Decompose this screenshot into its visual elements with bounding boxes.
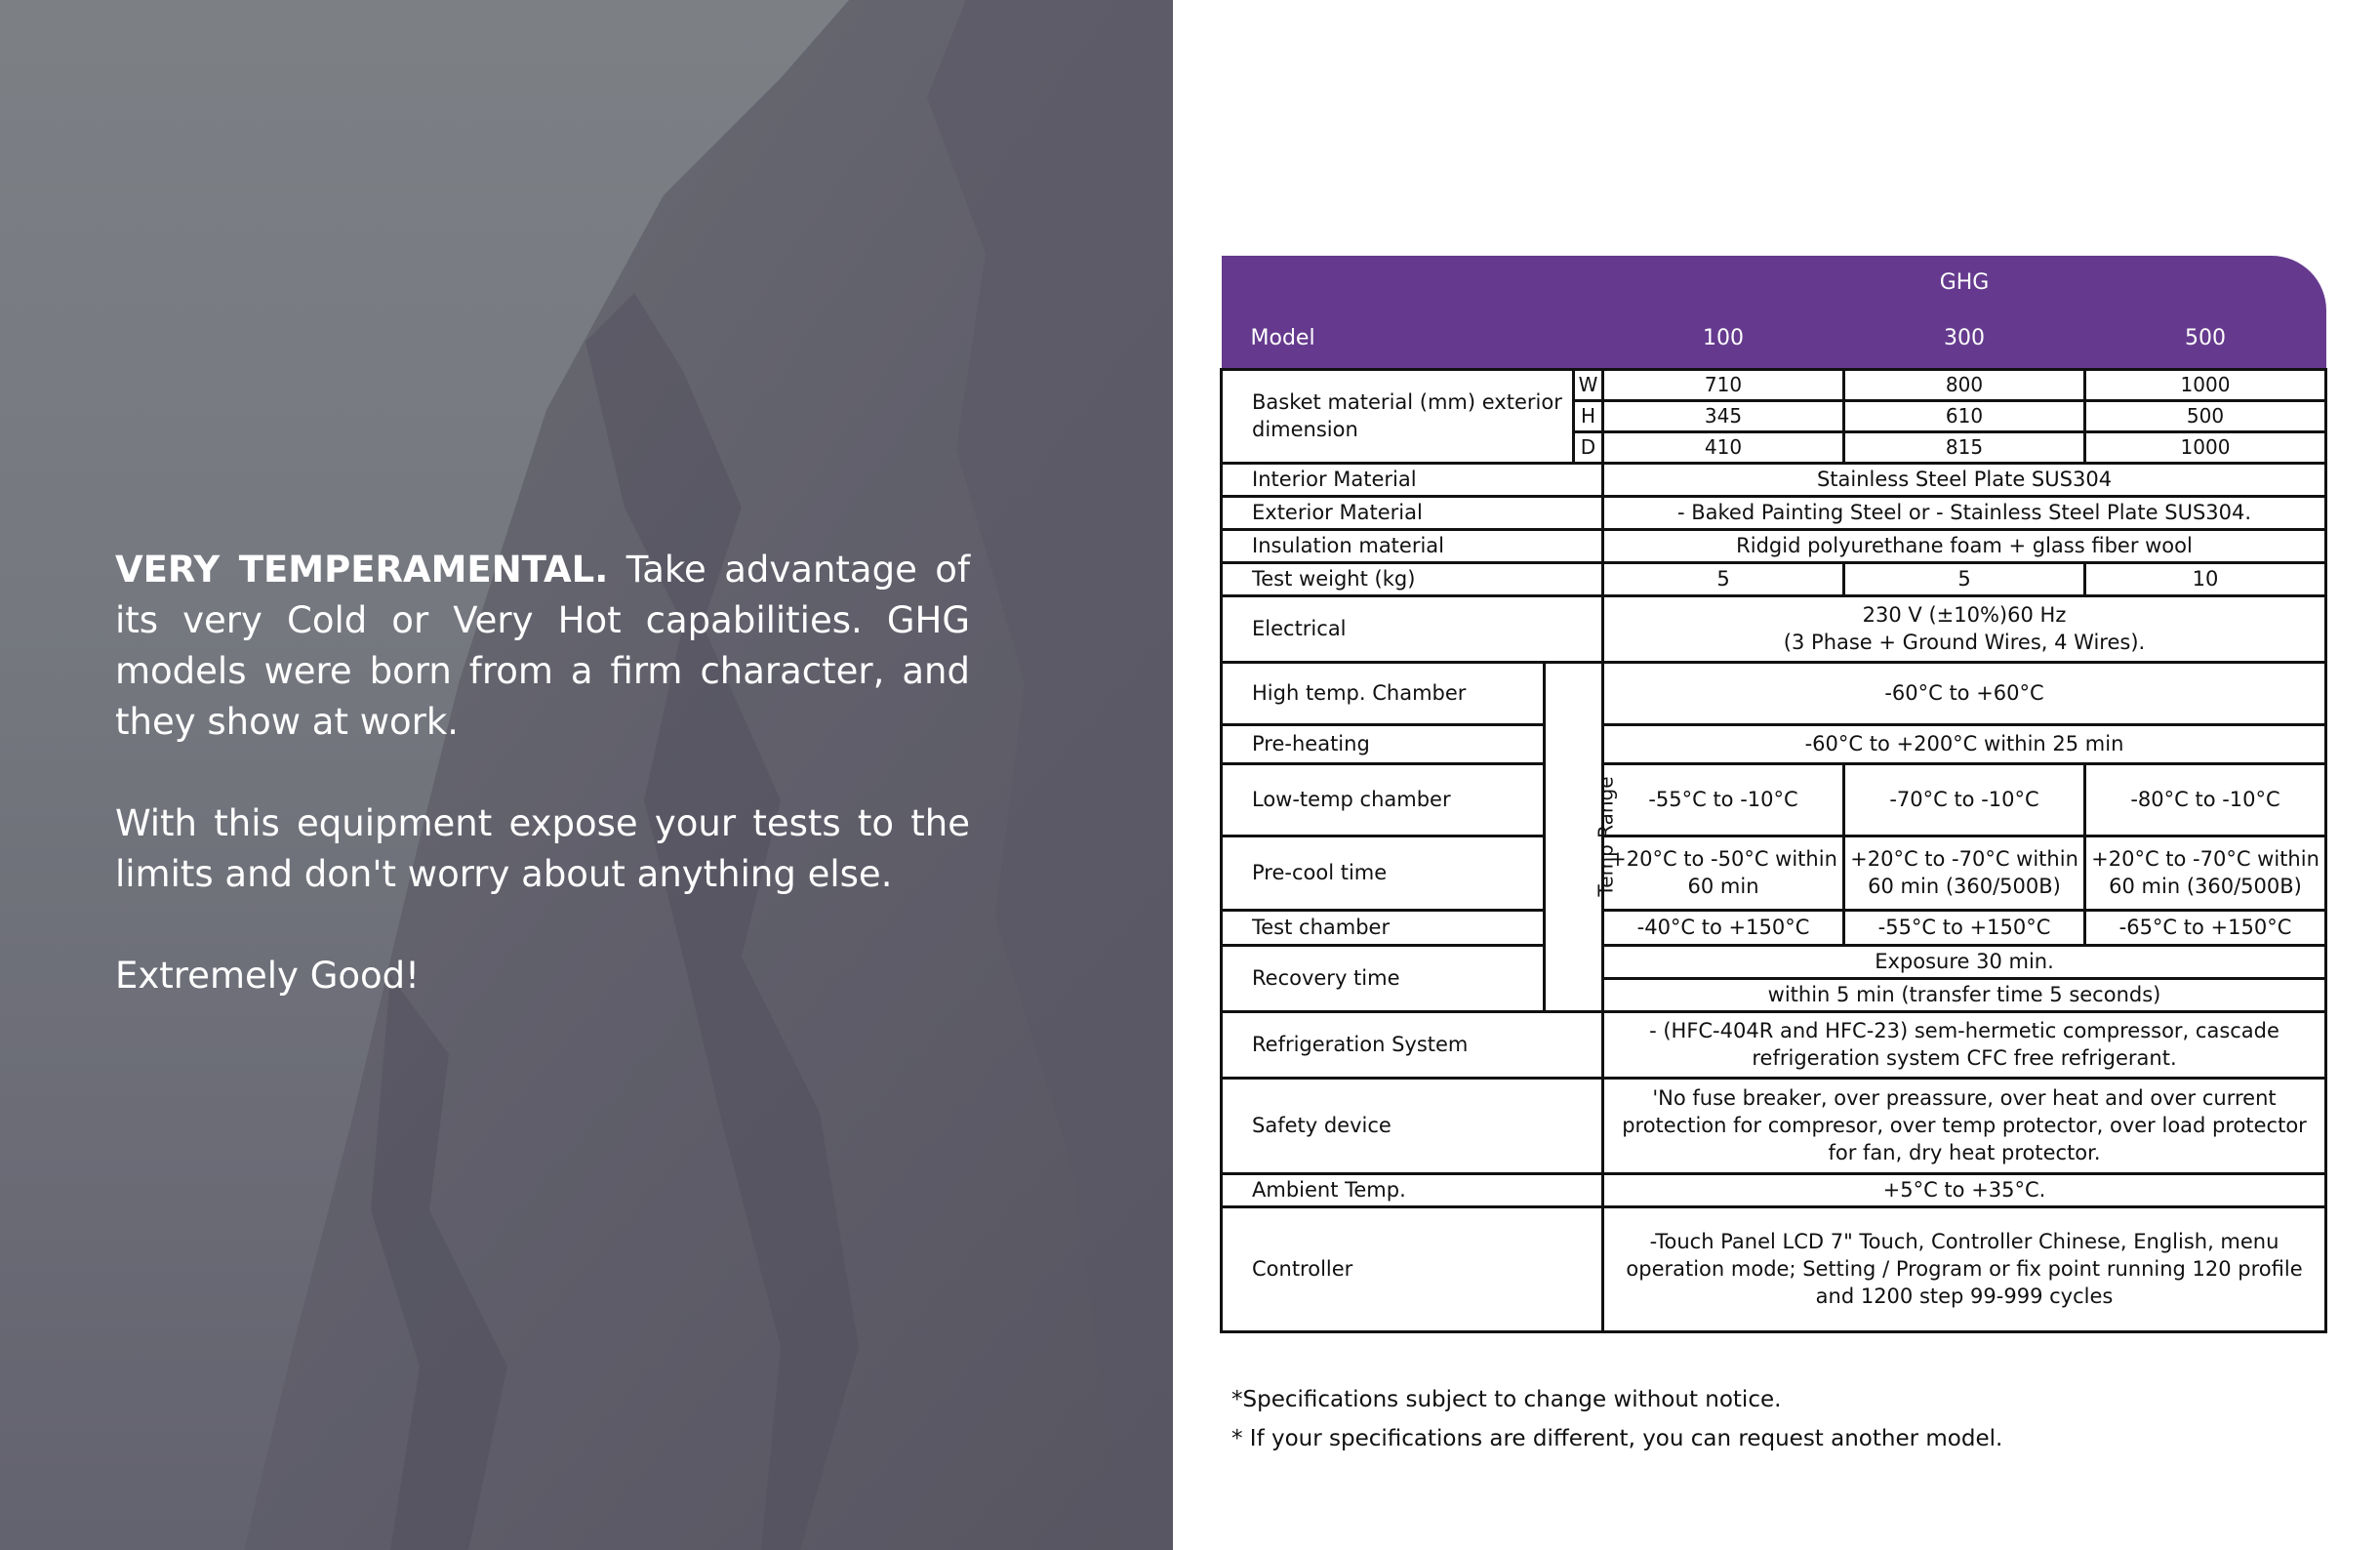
pre-cool-300: +20°C to -70°C within 60 min (360/500B) xyxy=(1844,836,2085,910)
footnote-1: *Specifications subject to change without notice. xyxy=(1231,1387,1782,1412)
recovery-line-1: Exposure 30 min. xyxy=(1603,945,2326,978)
safety-label: Safety device xyxy=(1222,1078,1603,1173)
model-100: 100 xyxy=(1603,310,1844,369)
electrical-row xyxy=(1222,595,2326,662)
refrigeration-value: - (HFC-404R and HFC-23) sem-hermetic compressor, cascade refrigeration system CFC free refrigerant. xyxy=(1603,1011,2326,1078)
high-temp-row xyxy=(1222,662,2326,724)
dim-w-300: 800 xyxy=(1844,369,2085,400)
intro-lead: VERY TEMPERAMENTAL. xyxy=(115,549,609,591)
interior-row xyxy=(1222,463,2326,496)
exterior-row xyxy=(1222,496,2326,529)
test-weight-500: 10 xyxy=(2085,562,2326,595)
electrical-line-1: 230 V (±10%)60 Hz xyxy=(1862,603,2067,627)
insulation-row xyxy=(1222,529,2326,562)
pre-heating-row xyxy=(1222,724,2326,763)
dim-d-500: 1000 xyxy=(2085,431,2326,463)
intro-paragraph-1 xyxy=(115,545,970,748)
insulation-value: Ridgid polyurethane foam + glass fiber wool xyxy=(1603,529,2326,562)
test-weight-label: Test weight (kg) xyxy=(1222,562,1603,595)
interior-value: Stainless Steel Plate SUS304 xyxy=(1603,463,2326,496)
insulation-label: Insulation material xyxy=(1222,529,1603,562)
footnotes xyxy=(1231,1380,2002,1458)
test-weight-row xyxy=(1222,562,2326,595)
dim-axis-w: W xyxy=(1574,369,1603,400)
dim-w-500: 1000 xyxy=(2085,369,2326,400)
test-chamber-100: -40°C to +150°C xyxy=(1603,910,1844,945)
series-header-row xyxy=(1222,256,2326,310)
electrical-value xyxy=(1603,595,2326,662)
pre-heating-label: Pre-heating xyxy=(1222,724,1545,763)
dim-d-100: 410 xyxy=(1603,431,1844,463)
intro-text xyxy=(115,545,970,1052)
controller-value: -Touch Panel LCD 7" Touch, Controller Chinese, English, menu operation mode; Setting / Program or fix point running 120 profile and 1200 step 99-999 cycles xyxy=(1603,1206,2326,1331)
ambient-value: +5°C to +35°C. xyxy=(1603,1173,2326,1206)
temp-range-cell xyxy=(1545,662,1618,1011)
controller-label: Controller xyxy=(1222,1206,1603,1331)
controller-row xyxy=(1222,1206,2326,1331)
refrigeration-row xyxy=(1222,1011,2326,1078)
dim-w-100: 710 xyxy=(1603,369,1844,400)
electrical-line-2: (3 Phase + Ground Wires, 4 Wires). xyxy=(1783,631,2146,654)
test-weight-300: 5 xyxy=(1844,562,2085,595)
model-header-row xyxy=(1222,310,2326,369)
intro-lead-rest: Take advantage of its very Cold or Very Hot capabilities. GHG models were born from a firm character, and they show at work. xyxy=(115,549,970,743)
ambient-row xyxy=(1222,1173,2326,1206)
spec-table xyxy=(1220,256,2327,1333)
model-300: 300 xyxy=(1844,310,2085,369)
footnote-2: * If your specifications are different, you can request another model. xyxy=(1231,1426,2003,1451)
dim-h-300: 610 xyxy=(1844,400,2085,431)
pre-cool-100: +20°C to -50°C within 60 min xyxy=(1603,836,1844,910)
pre-cool-label: Pre-cool time xyxy=(1222,836,1545,910)
rock-photo-panel xyxy=(0,0,1173,1550)
recovery-label: Recovery time xyxy=(1222,945,1545,1011)
dim-axis-d: D xyxy=(1574,431,1603,463)
basket-label: Basket material (mm) exterior dimension xyxy=(1222,369,1574,463)
intro-paragraph-3: Extremely Good! xyxy=(115,955,420,997)
model-label: Model xyxy=(1222,310,1603,369)
low-temp-100: -55°C to -10°C xyxy=(1603,763,1844,836)
low-temp-300: -70°C to -10°C xyxy=(1844,763,2085,836)
test-chamber-500: -65°C to +150°C xyxy=(2085,910,2326,945)
exterior-value: - Baked Painting Steel or - Stainless Steel Plate SUS304. xyxy=(1603,496,2326,529)
dim-h-100: 345 xyxy=(1603,400,1844,431)
recovery-row-1 xyxy=(1222,945,2326,978)
safety-row xyxy=(1222,1078,2326,1173)
high-temp-label: High temp. Chamber xyxy=(1222,662,1545,724)
interior-label: Interior Material xyxy=(1222,463,1603,496)
test-chamber-label: Test chamber xyxy=(1222,910,1545,945)
pre-heating-value: -60°C to +200°C within 25 min xyxy=(1603,724,2326,763)
dim-h-500: 500 xyxy=(2085,400,2326,431)
dim-row-w xyxy=(1222,369,2326,400)
ambient-label: Ambient Temp. xyxy=(1222,1173,1603,1206)
model-500: 500 xyxy=(2085,310,2326,369)
exterior-label: Exterior Material xyxy=(1222,496,1603,529)
dim-axis-h: H xyxy=(1574,400,1603,431)
test-chamber-300: -55°C to +150°C xyxy=(1844,910,2085,945)
refrigeration-label: Refrigeration System xyxy=(1222,1011,1603,1078)
spec-table-container xyxy=(1220,256,2327,1333)
test-weight-100: 5 xyxy=(1603,562,1844,595)
safety-value: 'No fuse breaker, over preassure, over heat and over current protection for compresor, over temp protector, over load protector for fan, dry heat protector. xyxy=(1603,1078,2326,1173)
series-name: GHG xyxy=(1603,256,2326,310)
high-temp-value: -60°C to +60°C xyxy=(1603,662,2326,724)
dim-d-300: 815 xyxy=(1844,431,2085,463)
temp-range-label: Temp Range xyxy=(1593,776,1618,897)
pre-cool-row xyxy=(1222,836,2326,910)
intro-paragraph-2: With this equipment expose your tests to the limits and don't worry about anything else. xyxy=(115,802,970,895)
test-chamber-row xyxy=(1222,910,2326,945)
low-temp-label: Low-temp chamber xyxy=(1222,763,1545,836)
low-temp-row xyxy=(1222,763,2326,836)
pre-cool-500: +20°C to -70°C within 60 min (360/500B) xyxy=(2085,836,2326,910)
electrical-label: Electrical xyxy=(1222,595,1603,662)
recovery-line-2: within 5 min (transfer time 5 seconds) xyxy=(1603,978,2326,1011)
low-temp-500: -80°C to -10°C xyxy=(2085,763,2326,836)
